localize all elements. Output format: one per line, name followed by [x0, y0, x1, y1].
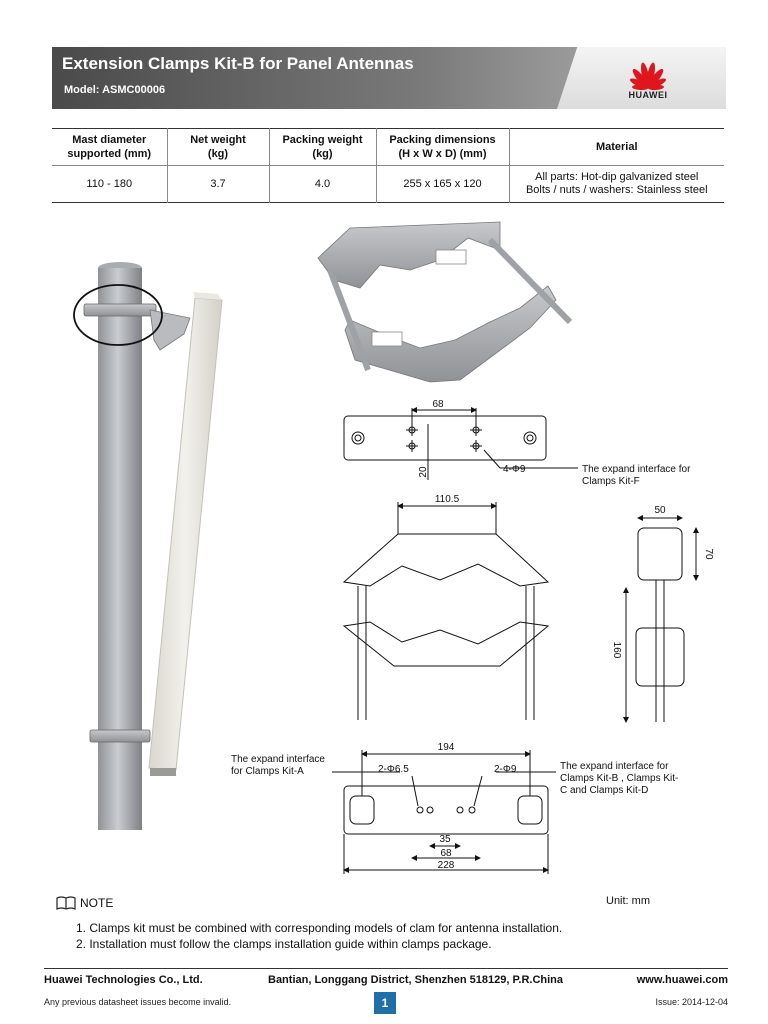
- dim-bottom-holes-left: 2-Φ6.5: [378, 764, 409, 775]
- page-number-badge: 1: [374, 992, 396, 1014]
- footer-address: Bantian, Longgang District, Shenzhen 518129, P.R.China: [268, 974, 564, 986]
- header-banner: [52, 47, 726, 109]
- dim-top-spacing: 68: [432, 399, 444, 410]
- unit-label: Unit: mm: [606, 895, 650, 907]
- dim-bottom-middle: 68: [440, 848, 452, 859]
- top-clamp: [84, 304, 156, 316]
- col-header-packing-weight: Packing weight (kg): [269, 129, 376, 166]
- book-icon: [56, 896, 76, 910]
- note-label: NOTE: [80, 896, 114, 910]
- dim-bottom-holes-right: 2-Φ9: [494, 764, 517, 775]
- cell-material: All parts: Hot-dip galvanized steel Bolts / nuts / washers: Stainless steel: [509, 166, 724, 203]
- technical-drawings: [0, 210, 768, 890]
- cell-packing-dimensions: 255 x 165 x 120: [376, 166, 509, 203]
- list-item: 1. Clamps kit must be combined with corresponding models of clam for antenna installation.: [76, 921, 563, 935]
- note-heading: [56, 896, 113, 910]
- installation-illustration: [74, 262, 222, 830]
- footer-issue-date: Issue: 2014-12-04: [655, 997, 728, 1007]
- footer-company: Huawei Technologies Co., Ltd.: [44, 974, 203, 986]
- list-item: 2. Installation must follow the clamps installation guide within clamps package.: [76, 937, 492, 951]
- spec-table: [52, 128, 724, 203]
- dim-bottom-total: 228: [437, 860, 455, 871]
- top-view-drawing: [344, 408, 578, 480]
- cell-mast-diameter: 110 - 180: [86, 177, 133, 190]
- front-view-drawing: [344, 502, 548, 720]
- mast-pole: [98, 268, 142, 830]
- huawei-flower-icon: [617, 55, 679, 91]
- footer-divider: [44, 968, 728, 969]
- cell-packing-weight: 4.0: [269, 166, 376, 203]
- dim-side-height: 70: [703, 548, 714, 560]
- callout-kit-f: The expand interface for Clamps Kit-F: [582, 464, 691, 487]
- dim-top-offset: 20: [418, 466, 429, 478]
- dim-side-length: 160: [611, 641, 622, 659]
- dim-side-width: 50: [654, 505, 666, 516]
- huawei-logo: [617, 55, 679, 103]
- model-number: Model: ASMC00006: [64, 84, 166, 96]
- dim-bottom-inner: 35: [439, 834, 451, 845]
- col-header-material: Material: [509, 129, 724, 166]
- note-list: [76, 920, 562, 952]
- dim-top-holes: 4-Φ9: [503, 464, 526, 475]
- cell-net-weight: 3.7: [167, 166, 269, 203]
- side-view-drawing: [626, 518, 696, 722]
- logo-text: HUAWEI: [628, 90, 668, 100]
- col-header-packing-dimensions: Packing dimensions (H x W x D) (mm): [376, 129, 509, 166]
- callout-kit-bcd: The expand interface for Clamps Kit-B , Clamps Kit- C and Clamps Kit-D: [560, 761, 679, 796]
- callout-kit-a: The expand interface for Clamps Kit-A: [231, 754, 325, 777]
- page-title: Extension Clamps Kit-B for Panel Antennas: [62, 54, 414, 73]
- table-row: [52, 166, 724, 203]
- col-header-mast-diameter: Mast diameter supported (mm): [67, 134, 152, 160]
- bottom-clamp: [90, 730, 150, 742]
- col-header-net-weight: Net weight (kg): [167, 129, 269, 166]
- dim-front-width: 110.5: [434, 494, 460, 505]
- table-header-row: [52, 129, 724, 166]
- dim-bottom-span: 194: [437, 742, 455, 753]
- panel-antenna: [149, 298, 222, 770]
- clamp-3d-render: [318, 222, 570, 382]
- footer-disclaimer: Any previous datasheet issues become invalid.: [44, 997, 232, 1007]
- footer-website-link[interactable]: www.huawei.com: [636, 974, 728, 986]
